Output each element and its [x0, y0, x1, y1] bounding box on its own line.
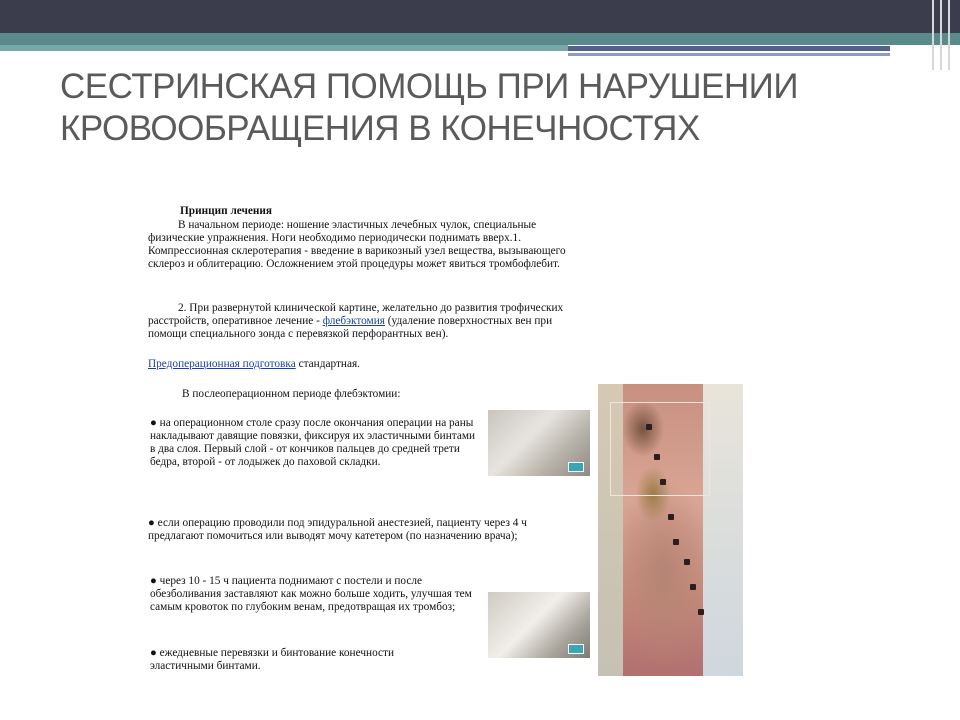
- suture-mark: [668, 514, 674, 520]
- bullet-walking: ● через 10 - 15 ч пациента поднимают с постели и после обезболивания заставляют как можно больше ходить, улучшая тем самым кровоток по глубоким венам, предотвращая их тромбоз;: [150, 575, 472, 613]
- teal-band: [0, 33, 960, 45]
- phlebectomy-link[interactable]: флебэктомия: [322, 315, 385, 327]
- postoperative-leg-photo: [598, 384, 743, 676]
- slide-title-line-2: КРОВООБРАЩЕНИЯ В КОНЕЧНОСТЯХ: [60, 109, 700, 148]
- bandaging-photo: [488, 410, 590, 476]
- decorative-vertical-lines: [930, 0, 960, 70]
- slide-title-line-1: СЕСТРИНСКАЯ ПОМОЩЬ ПРИ НАРУШЕНИИ: [60, 67, 798, 106]
- accent-stripe: [568, 46, 890, 51]
- bullet-daily-dressings: ● ежедневные перевязки и бинтование конечности эластичными бинтами.: [150, 647, 394, 672]
- bullet-anesthesia: ● если операцию проводили под эпидуральной анестезией, пациенту через 4 ч предлагают помочиться или выводят мочу катетером (по назначению врача);: [148, 517, 527, 542]
- top-bar: [0, 0, 960, 33]
- teal-band-lower: [0, 45, 568, 51]
- suture-mark: [673, 539, 679, 545]
- paragraph-initial-period: В начальном периоде: ношение эластичных лечебных чулок, специальные физические упражнения. Ноги необходимо периодически поднимать вверх.1. Компрессионная склеротерапия - введение в варикозный узел вещества, вызывающего склероз и облитерацию. Осложнением этой процедуры может явиться тромбофлебит.: [148, 219, 566, 270]
- bullet-bandaging: ● на операционном столе сразу после окончания операции на раны накладывают давящие повязки, фиксируя их эластичными бинтами в два слоя. Первый слой - от кончиков пальцев до средней трети бедра, второй - от лодыжек до паховой складки.: [150, 417, 476, 468]
- paragraph-surgery: [148, 302, 590, 341]
- paragraph-preparation: [148, 358, 590, 371]
- treatment-heading: Принцип лечения: [180, 205, 273, 217]
- suture-mark: [690, 584, 696, 590]
- slide-title: [60, 66, 920, 150]
- paragraph-surgery-end: (удаление поверхностных вен при помощи специального зонда с перевязкой перфорантных вен).: [148, 315, 553, 340]
- leg-bandaging-photo: [488, 592, 590, 658]
- suture-mark: [698, 609, 704, 615]
- suture-mark: [684, 559, 690, 565]
- accent-stripe-thin: [568, 53, 890, 56]
- suture-mark: [646, 424, 652, 430]
- photo-badge-icon: [568, 462, 584, 472]
- postoperative-heading: В послеоперационном периоде флебэктомии:: [182, 388, 401, 400]
- paragraph-preparation-end: стандартная.: [298, 358, 360, 370]
- paragraph-surgery-start: 2. При развернутой клинической картине, желательно до развития трофических расстройств, оперативное лечение -: [148, 302, 564, 327]
- preoperative-preparation-link[interactable]: Предоперационная подготовка: [148, 358, 296, 370]
- suture-mark: [654, 454, 660, 460]
- suture-mark: [660, 479, 666, 485]
- photo-badge-icon: [568, 644, 584, 654]
